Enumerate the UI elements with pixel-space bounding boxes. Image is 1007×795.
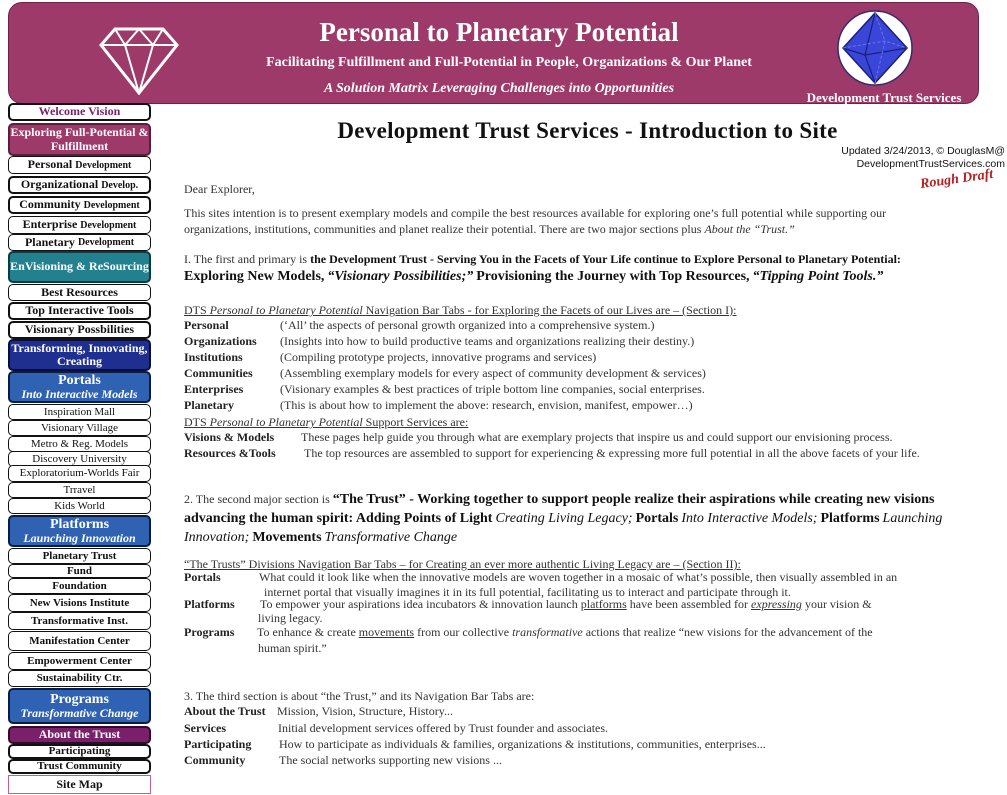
s1-nav-a: DTS [184,303,207,317]
s3-row-value: Initial development services offered by Trust founder and associates. [278,721,609,735]
nav-personal-development[interactable] [8,156,151,174]
nav-label: Visionary Village [41,421,118,434]
s2-l2b: Creating Living Legacy; [495,510,633,526]
section-1-nav-heading [184,302,737,318]
nav-label: Best Resources [41,284,118,299]
s1-row-value: (Compiling prototype projects, innovative programs and services) [280,350,597,364]
nav-sublabel: Launching Innovation [23,531,136,546]
s1-support-label: Visions & Models [184,430,275,444]
nav-sublabel: Transformative Change [20,706,139,721]
s2-platforms-1c: have been assembled for [629,597,749,611]
s2-row-portals [184,570,999,600]
updated-line-2[interactable]: DevelopmentTrustServices.com [856,158,1005,171]
nav-participating[interactable] [8,744,151,759]
s2-l3b: Movements [252,529,322,545]
s1-l2b: “Visionary Possibilities;” [327,269,474,285]
s2-portals-line-2: internet portal that visually imagines it in its full potential, facilitating us to interact and participate through it. [264,585,791,599]
nav-label: Discovery University [32,452,127,465]
intro-paragraph [184,205,994,237]
s2-platforms-1a: To empower your aspirations idea incubators & innovation launch [260,597,578,611]
s1-support-label: Resources &Tools [184,446,276,460]
nav-label: Foundation [52,579,107,592]
updated-line-1: Updated 3/24/2013, © DouglasM@ [841,145,1005,157]
nav-transforming[interactable] [8,339,151,371]
movements-link[interactable]: movements [358,625,415,639]
nav-foundation[interactable] [8,578,151,594]
s3-row-label: Services [184,721,226,735]
section-2-line-3 [184,529,999,548]
intro-about-trust: About the “Trust.” [704,222,795,237]
nav-fund[interactable] [8,564,151,578]
s2-bold: “The Trust” - Working together to support people realize their aspirations while creating new visions [332,492,935,507]
nav-label-small: Develop. [101,179,139,191]
nav-label: Platforms [49,516,110,532]
nav-label: New Visions Institute [29,596,130,609]
nav-label: Portals [58,372,101,388]
section-3-heading: 3. The third section is about “the Trust,” and its Navigation Bar Tabs are: [184,689,535,703]
intro-line-2 [184,221,994,237]
s2-platforms-1e: your vision & [804,597,872,611]
nav-about-the-trust[interactable] [8,726,151,744]
s1-row-label: Institutions [184,350,243,364]
nav-metro-models[interactable] [8,436,151,452]
section-1-line-2 [184,268,999,287]
s2-l2e: Platforms [820,510,880,526]
nav-label: Manifestation Center [29,634,130,647]
nav-programs[interactable] [8,688,151,724]
nav-top-interactive-tools[interactable] [8,302,151,320]
nav-label: Planetary [24,234,75,249]
nav-label: EnVisioning & ReSourcing [10,259,149,274]
section-2-nav-heading: “The Trusts” Divisions Navigation Bar Tabs – for Creating an ever more authentic Living Legacy are – (Section II): [184,557,741,571]
platforms-link[interactable]: platforms [580,597,627,611]
octahedron-logo-icon [837,9,913,87]
s2-l2f: Launching [882,510,943,526]
section-2-line-1 [184,491,999,510]
nav-label: Fund [66,564,93,577]
s1-support-b: Personal to Planetary Potential [209,415,363,429]
nav-label-small: Development [80,219,137,231]
nav-label: Personal [27,157,73,172]
nav-visionary-village[interactable] [8,420,151,436]
nav-label: Sustainability Ctr. [36,672,123,685]
nav-label: Site Map [56,776,103,791]
nav-label-small: Development [77,237,135,248]
nav-welcome-vision[interactable] [8,103,151,121]
s2-portals-label: Portals [184,570,221,584]
s2-l2c: Portals [635,510,679,526]
s3-row-label: Community [184,753,246,767]
s1-l2a: Exploring New Models, [184,269,325,285]
s1-row-label: Personal [184,318,229,332]
nav-community-development[interactable] [8,196,151,214]
s2-l2a: advancing the human spirit: Adding Points of Light [184,510,493,526]
nav-label: Transforming, Innovating, Creating [11,340,148,368]
nav-label: Top Interactive Tools [25,303,134,318]
nav-label: Visionary Possbilities [24,322,135,337]
intro-text: organizations, institutions, communities and planet realize their potential. There are two major sections plus [184,222,702,237]
nav-label: Inspiration Mall [43,405,116,418]
s2-l2d: Into Interactive Models; [681,510,818,526]
s1-support-value: These pages help guide you through what are exemplary projects that inspire us and could support our envisioning process. [301,430,893,444]
greeting: Dear Explorer, [184,182,255,196]
s3-row-label: Participating [184,737,252,751]
nav-planetary-development[interactable] [8,234,151,251]
nav-label: Trravel [63,483,96,496]
diamond-icon [99,23,179,95]
s2-programs-1a: To enhance & create [257,625,356,639]
nav-label: Kids World [54,499,105,512]
s1-row-value: (‘All’ the aspects of personal growth organized into a comprehensive system.) [280,318,655,332]
s1-support-value: The top resources are assembled to support for experiencing & expressing more full potential in all the above facets of your life. [304,446,920,460]
nav-exploratorium[interactable] [8,465,151,482]
s2-programs-label: Programs [184,625,235,639]
nav-empowerment-center[interactable] [8,652,151,670]
s1-l2c: Provisioning the Journey with Top Resources, [476,269,750,285]
s2-platforms-line-2: living legacy. [258,611,323,625]
s2-programs-1e: actions that realize “new visions for the advancement of the [585,625,873,639]
site-tagline: A Solution Matrix Leveraging Challenges into Opportunities [323,81,675,96]
nav-label: Planetary Trust [42,549,117,562]
nav-enterprise-development[interactable] [8,216,151,234]
nav-sublabel: Into Interactive Models [21,387,138,402]
s2-pre: 2. The second major section is [184,492,330,506]
rough-draft-stamp: Rough Draft [919,166,995,193]
nav-inspiration-mall[interactable] [8,404,151,420]
s1-row-value: (Assembling exemplary models for every aspect of community development & services) [280,366,706,380]
nav-organizational-development[interactable] [8,176,151,194]
s1-support-a: DTS [184,415,207,429]
nav-sustainability-center[interactable] [8,670,151,687]
section-2-heading [184,491,999,548]
s1-row-label: Planetary [184,398,234,412]
intro-line-1: This sites intention is to present exemplary models and compile the best resources available for exploring one’s full potential while supporting our [184,206,887,220]
s2-platforms-label: Platforms [184,597,235,611]
s3-row-value: Mission, Vision, Structure, History... [277,704,453,718]
s1-nav-c: Navigation Bar Tabs - for Exploring the Facets of our Lives are – (Section I): [365,303,737,317]
site-subtitle: Facilitating Fulfillment and Full-Potential in People, Organizations & Our Planet [266,55,752,70]
s2-programs-line-1 [257,625,873,641]
nav-label: Programs [50,691,109,707]
updated-note [841,145,1005,171]
nav-transformative-institute[interactable] [8,612,151,630]
nav-label: Transformative Inst. [31,614,128,627]
s3-row-value: How to participate as individuals & families, organizations & institutions, communities, enterprises... [279,737,766,751]
nav-exploring[interactable] [8,123,151,156]
nav-label: Empowerment Center [27,654,132,667]
s2-l3c: Transformative Change [324,529,458,545]
nav-best-resources[interactable] [8,284,151,301]
s2-portals-line-1: What could it look like when the innovative models are woven together in a mosaic of what’s possible, then visually assembled in an [259,570,898,584]
s1-pre: I. The first and primary is [184,252,308,266]
s1-row-value: (This is about how to implement the above: research, envision, manifest, empower…) [280,398,693,412]
nav-portals[interactable] [8,371,151,403]
s2-row-programs [184,625,999,657]
nav-label-small: Development [75,159,132,171]
nav-label: Trust Community [37,760,122,773]
s1-row-value: (Insights into how to build productive teams and organizations realizing their destiny.) [280,334,695,348]
s2-programs-line-2: human spirit.” [258,641,327,655]
section-1-heading [184,251,999,287]
brand-name: Development Trust Services [806,90,962,105]
nav-trust-community[interactable] [8,759,151,774]
s3-row-value: The social networks supporting new visions ... [279,753,502,767]
s1-row-label: Enterprises [184,382,244,396]
s2-l3a: Innovation; [184,529,250,545]
nav-label: Enterprise [22,217,78,232]
nav-planetary-trust[interactable] [8,548,151,564]
nav-platforms[interactable] [8,515,151,547]
nav-label: About the Trust [38,727,121,742]
nav-envisioning[interactable] [8,251,151,283]
section-1-line-1 [184,251,999,267]
page-title: Development Trust Services - Introduction to Site [337,118,838,143]
nav-label-small: Development [83,199,140,211]
s3-row-label: About the Trust [184,704,266,718]
section-1-support-heading [184,414,468,430]
nav-site-map[interactable] [8,775,151,794]
s1-row-label: Organizations [184,334,257,348]
site-title: Personal to Planetary Potential [319,17,679,47]
nav-kids-world[interactable] [8,498,151,514]
nav-travel[interactable] [8,482,151,498]
s1-l2d: “Tipping Point Tools.” [752,269,884,285]
nav-label: Exploratorium-Worlds Fair [19,467,140,480]
s2-row-platforms [184,597,999,627]
s2-programs-1c: from our collective [417,625,510,639]
s1-support-c: Support Services are: [365,415,469,429]
nav-label: Organizational [20,177,99,192]
expressing-link[interactable]: expressing [751,597,802,611]
s1-row-label: Communities [184,366,253,380]
nav-label: Exploring Full-Potential & Fulfillment [10,125,149,153]
s1-bold: the Development Trust - Serving You in the Facets of Your Life continue to Explore Personal to Planetary Potential: [310,252,901,266]
s2-platforms-line-1 [260,597,872,613]
nav-manifestation-center[interactable] [8,631,151,651]
nav-label: Metro & Reg. Models [30,437,129,450]
s1-row-value: (Visionary examples & best practices of triple bottom line companies, social enterprises. [280,382,705,396]
nav-visionary-possibilities[interactable] [8,321,151,339]
header-banner [8,2,979,104]
section-2-line-2 [184,510,999,529]
nav-new-visions-institute[interactable] [8,594,151,612]
nav-label: Participating [48,745,111,758]
s1-nav-b: Personal to Planetary Potential [209,303,363,317]
nav-label: Welcome Vision [38,104,121,119]
s2-programs-1d: transformative [512,625,583,639]
nav-label: Community [19,197,81,212]
